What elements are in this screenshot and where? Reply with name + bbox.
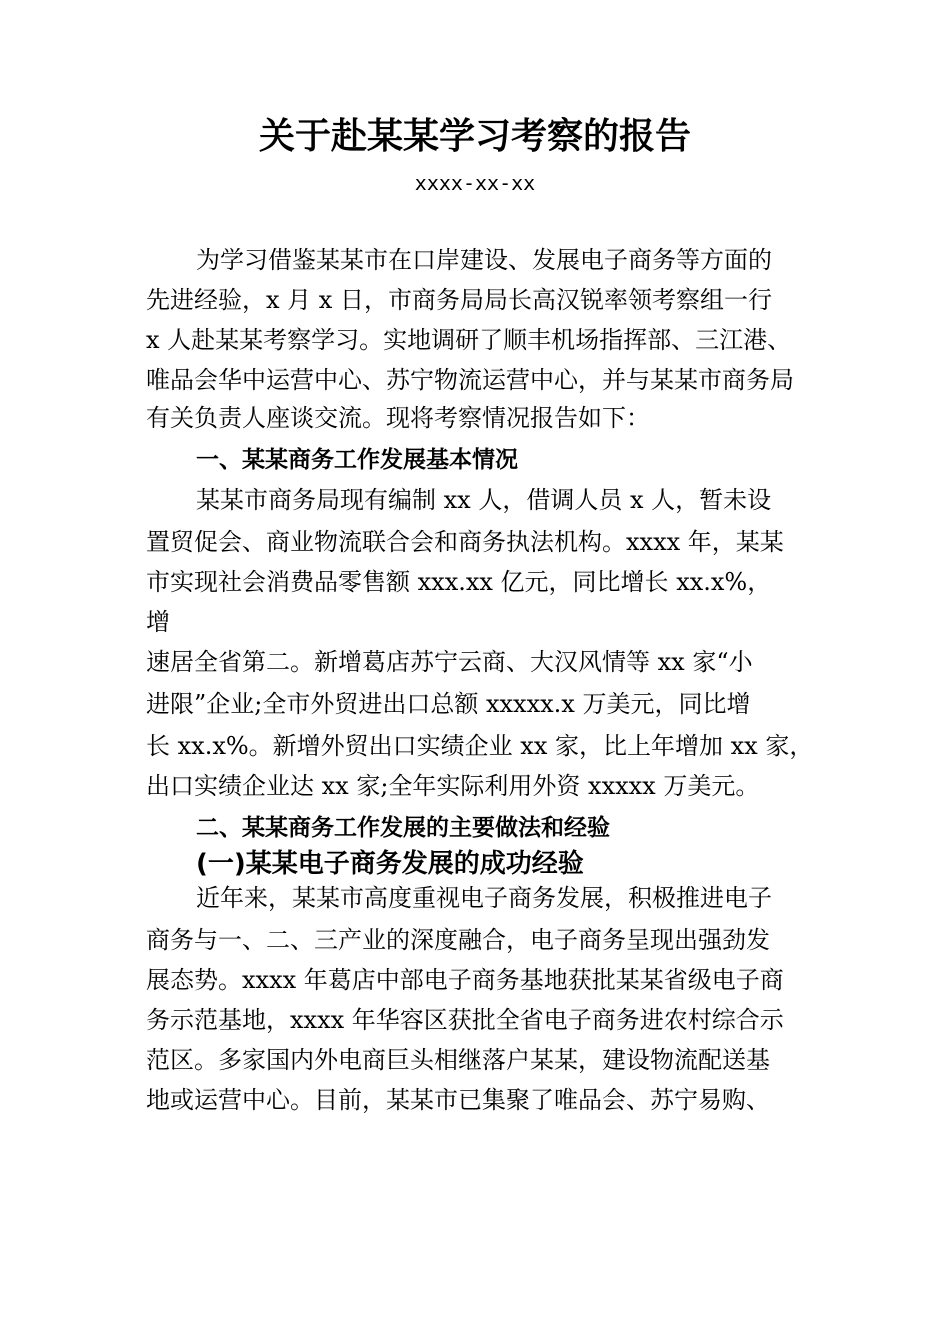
paragraph-line: 置贸促会、商业物流联合会和商务执法机构。xxxx 年，某某 (146, 528, 784, 556)
section-heading-1: 一、某某商务工作发展基本情况 (196, 447, 518, 473)
paragraph-line: 速居全省第二。新增葛店苏宁云商、大汉风情等 xx 家“小 (146, 648, 753, 676)
paragraph-line: 进限”企业;全市外贸进出口总额 xxxxx.x 万美元，同比增 (146, 690, 751, 718)
paragraph-line: 唯品会华中运营中心、苏宁物流运营中心，并与某某市商务局 (146, 366, 794, 394)
paragraph-line: 有关负责人座谈交流。现将考察情况报告如下： (146, 404, 650, 432)
paragraph-line: 增 (146, 608, 170, 636)
paragraph-line: 务示范基地，xxxx 年华容区获批全省电子商务进农村综合示 (146, 1006, 784, 1034)
paragraph-line: 商务与一、二、三产业的深度融合，电子商务呈现出强劲发 (146, 926, 770, 954)
paragraph-line: 为学习借鉴某某市在口岸建设、发展电子商务等方面的 (196, 246, 772, 274)
paragraph-line: 地或运营中心。目前，某某市已集聚了唯品会、苏宁易购、 (146, 1086, 770, 1114)
paragraph-line: 范区。多家国内外电商巨头相继落户某某，建设物流配送基 (146, 1046, 770, 1074)
paragraph-line: 先进经验，x 月 x 日，市商务局局长高汉锐率领考察组一行 (146, 286, 772, 314)
paragraph-line: 某某市商务局现有编制 xx 人，借调人员 x 人，暂未设 (196, 486, 772, 514)
document-date: xxxx-xx-xx (414, 171, 536, 195)
document-title: 关于赴某某学习考察的报告 (258, 116, 691, 157)
paragraph-line: 展态势。xxxx 年葛店中部电子商务基地获批某某省级电子商 (146, 966, 784, 994)
section-heading-2: 二、某某商务工作发展的主要做法和经验 (196, 815, 610, 841)
paragraph-line: x 人赴某某考察学习。实地调研了顺丰机场指挥部、三江港、 (146, 326, 792, 354)
paragraph-line: 市实现社会消费品零售额 xxx.xx 亿元，同比增长 xx.x%， (146, 568, 772, 596)
paragraph-line: 长 xx.x%。新增外贸出口实绩企业 xx 家，比上年增加 xx 家， (146, 732, 814, 760)
paragraph-line: 近年来，某某市高度重视电子商务发展，积极推进电子 (196, 884, 772, 912)
subsection-heading: (一)某某电子商务发展的成功经验 (196, 849, 584, 879)
paragraph-line: 出口实绩企业达 xx 家;全年实际利用外资 xxxxx 万美元。 (146, 772, 760, 800)
